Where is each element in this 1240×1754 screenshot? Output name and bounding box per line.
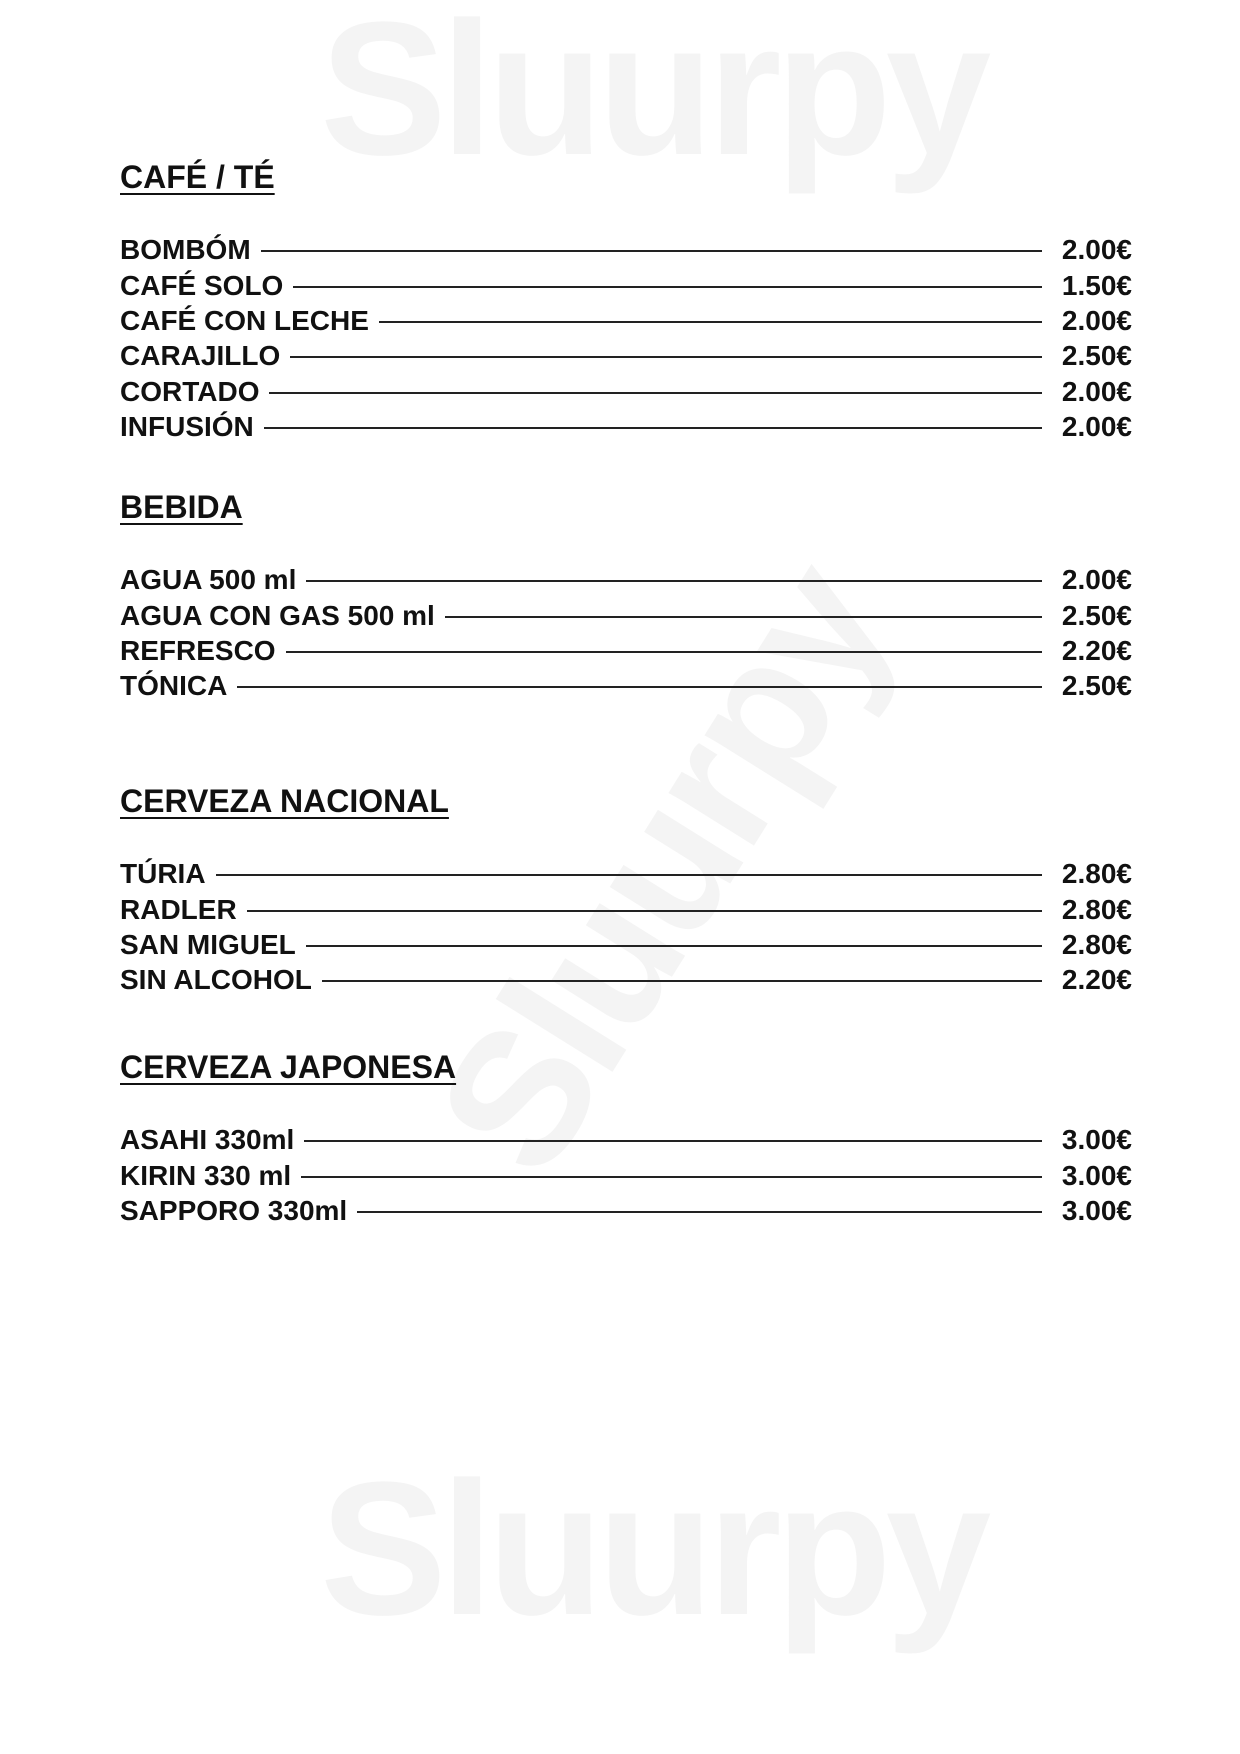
leader-line xyxy=(304,1140,1042,1142)
menu-item xyxy=(120,668,1132,703)
section-cafe-te-items xyxy=(120,232,1132,444)
menu-item xyxy=(120,597,1132,632)
item-price: 2.50€ xyxy=(1061,670,1132,702)
item-name: RADLER xyxy=(120,893,237,925)
item-name: TÚRIA xyxy=(120,858,206,890)
section-title: CERVEZA JAPONESA xyxy=(120,1049,457,1085)
item-price: 2.80€ xyxy=(1061,893,1132,925)
menu-item xyxy=(120,374,1132,409)
leader-line xyxy=(261,250,1042,252)
menu-item xyxy=(120,962,1132,997)
item-name: ASAHI 330ml xyxy=(120,1124,295,1156)
menu-item xyxy=(120,338,1132,373)
section-cerveza-nacional xyxy=(120,782,1132,820)
section-cerveza-japonesa xyxy=(120,1048,1132,1086)
leader-line xyxy=(216,874,1042,876)
watermark-bottom: Sluurpy xyxy=(320,1443,986,1655)
section-title: CERVEZA NACIONAL xyxy=(120,783,449,819)
item-name: KIRIN 330 ml xyxy=(120,1159,292,1191)
menu-item xyxy=(120,1122,1132,1157)
item-name: CAFÉ CON LECHE xyxy=(120,304,369,336)
section-cerveza-japonesa-items xyxy=(120,1122,1132,1228)
item-name: CORTADO xyxy=(120,375,260,407)
item-name: AGUA CON GAS 500 ml xyxy=(120,599,435,631)
menu-item xyxy=(120,633,1132,668)
leader-line xyxy=(306,580,1042,582)
watermark-top: Sluurpy xyxy=(320,0,986,195)
item-price: 2.00€ xyxy=(1061,304,1132,336)
watermark-middle: Sluurpy xyxy=(396,530,929,1208)
item-name: BOMBÓM xyxy=(120,234,251,266)
item-name: AGUA 500 ml xyxy=(120,564,297,596)
menu-item xyxy=(120,891,1132,926)
leader-line xyxy=(247,910,1042,912)
menu-item xyxy=(120,267,1132,302)
section-title: CAFÉ / TÉ xyxy=(120,159,275,195)
item-price: 2.20€ xyxy=(1061,634,1132,666)
menu-item xyxy=(120,856,1132,891)
item-price: 2.00€ xyxy=(1061,564,1132,596)
menu-item xyxy=(120,1193,1132,1228)
item-price: 3.00€ xyxy=(1061,1159,1132,1191)
item-name: CAFÉ SOLO xyxy=(120,269,284,301)
menu-item xyxy=(120,1157,1132,1192)
leader-line xyxy=(293,286,1042,288)
item-name: TÓNICA xyxy=(120,670,228,702)
item-name: REFRESCO xyxy=(120,634,276,666)
menu-item xyxy=(120,232,1132,267)
leader-line xyxy=(306,945,1042,947)
leader-line xyxy=(322,980,1042,982)
leader-line xyxy=(237,686,1042,688)
item-name: CARAJILLO xyxy=(120,340,281,372)
leader-line xyxy=(269,392,1042,394)
item-name: INFUSIÓN xyxy=(120,411,254,443)
section-cerveza-nacional-items xyxy=(120,856,1132,998)
section-bebida xyxy=(120,488,1132,526)
item-price: 2.80€ xyxy=(1061,858,1132,890)
section-bebida-items xyxy=(120,562,1132,704)
leader-line xyxy=(379,321,1042,323)
section-cafe-te xyxy=(120,158,1132,196)
item-price: 3.00€ xyxy=(1061,1124,1132,1156)
leader-line xyxy=(264,427,1042,429)
item-price: 2.20€ xyxy=(1061,964,1132,996)
leader-line xyxy=(445,616,1042,618)
section-title: BEBIDA xyxy=(120,489,243,525)
item-price: 1.50€ xyxy=(1061,269,1132,301)
item-price: 2.00€ xyxy=(1061,375,1132,407)
item-name: SAPPORO 330ml xyxy=(120,1194,348,1226)
item-price: 2.00€ xyxy=(1061,234,1132,266)
item-price: 2.50€ xyxy=(1061,599,1132,631)
item-price: 2.50€ xyxy=(1061,340,1132,372)
leader-line xyxy=(301,1176,1042,1178)
menu-item xyxy=(120,927,1132,962)
menu-item xyxy=(120,409,1132,444)
item-name: SAN MIGUEL xyxy=(120,928,296,960)
menu-item xyxy=(120,303,1132,338)
leader-line xyxy=(290,356,1042,358)
item-name: SIN ALCOHOL xyxy=(120,964,312,996)
leader-line xyxy=(286,651,1042,653)
item-price: 2.80€ xyxy=(1061,928,1132,960)
item-price: 2.00€ xyxy=(1061,411,1132,443)
item-price: 3.00€ xyxy=(1061,1194,1132,1226)
menu-item xyxy=(120,562,1132,597)
leader-line xyxy=(357,1211,1042,1213)
